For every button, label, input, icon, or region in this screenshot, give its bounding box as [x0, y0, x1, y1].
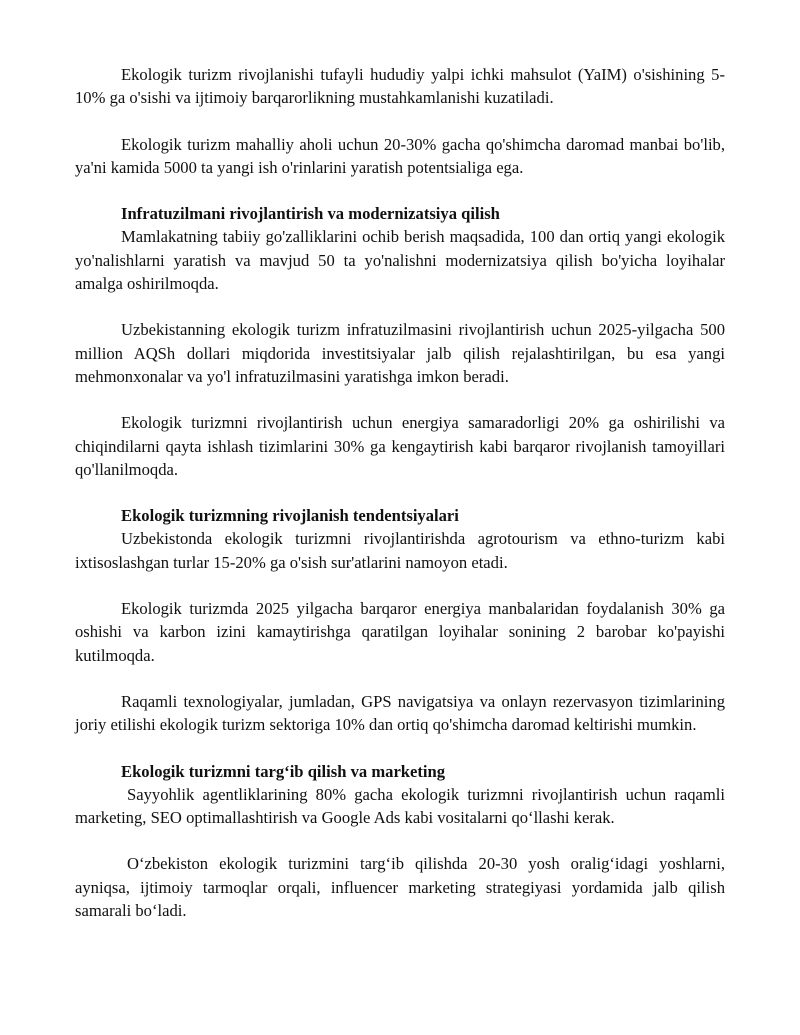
- infrastructure-paragraph-3: Ekologik turizmni rivojlantirish uchun energiya samaradorligi 20% ga oshirilishi va chiqindilarni qayta ishlash tizimlarini 30% ga kengaytirish kabi barqaror rivojlanish tamoyillari qo'llanilmoqda.: [75, 413, 725, 479]
- marketing-paragraph-1: Sayyohlik agentliklarining 80% gacha ekologik turizmni rivojlantirish uchun raqamli marketing, SEO optimallashtirish va Google Ads kabi vositalarni qo‘llashi kerak.: [75, 784, 725, 828]
- infrastructure-paragraph-1: Mamlakatning tabiiy go'zalliklarini ochib berish maqsadida, 100 dan ortiq yangi ekologik yo'nalishlarni yaratish va mavjud 50 ta yo'nalishni modernizatsiya qilish bo'yicha loyihalar amalga oshirilmoqda.: [75, 227, 725, 294]
- intro-paragraph-1: Ekologik turizm rivojlanishi tufayli hududiy yalpi ichki mahsulot (YaIM) o'sishining 5-10% ga o'sishi va ijtimoiy barqarorlikning mustahkamlanishi kuzatiladi.: [75, 65, 725, 108]
- document-page: [75, 63, 725, 922]
- trends-paragraph-1: Uzbekistonda ekologik turizmni rivojlantirishda agrotourism va ethno-turizm kabi ixtisoslashgan turlar 15-20% ga o'sish sur'atlarini namoyon etadi.: [75, 529, 725, 572]
- intro-paragraph-2: Ekologik turizm mahalliy aholi uchun 20-30% gacha qo'shimcha daromad manbai bo'lib, ya'ni kamida 5000 ta yangi ish o'rinlarini yaratish potentsialiga ega.: [75, 134, 725, 177]
- marketing-paragraph-2: O‘zbekiston ekologik turizmini targ‘ib qilishda 20-30 yosh oralig‘idagi yoshlarni, ayniqsa, ijtimoiy tarmoqlar orqali, influencer marketing strategiyasi yordamida jalb qilish samarali bo‘ladi.: [75, 854, 725, 921]
- section-heading-infrastructure: Infratuzilmani rivojlantirish va modernizatsiya qilish: [121, 204, 500, 224]
- trends-paragraph-3: Raqamli texnologiyalar, jumladan, GPS navigatsiya va onlayn rezervasyon tizimlarining joriy etilishi ekologik turizm sektoriga 10% dan ortiq qo'shimcha daromad keltirishi mumkin.: [75, 691, 725, 735]
- section-heading-trends: Ekologik turizmning rivojlanish tendentsiyalari: [121, 506, 459, 526]
- infrastructure-paragraph-2: Uzbekistanning ekologik turizm infratuzilmasini rivojlantirish uchun 2025-yilgacha 500 million AQSh dollari miqdorida investitsiyalar jalb qilish rejalashtirilgan, bu esa yangi mehmonxonalar va yo'l infratuzilmasini yaratishga imkon beradi.: [75, 320, 725, 386]
- section-heading-marketing: Ekologik turizmni targ‘ib qilish va marketing: [121, 761, 446, 781]
- trends-paragraph-2: Ekologik turizmda 2025 yilgacha barqaror energiya manbalaridan foydalanish 30% ga oshishi va karbon izini kamaytirishga qaratilgan loyihalar sonining 2 barobar ko'payishi kutilmoqda.: [75, 599, 725, 665]
